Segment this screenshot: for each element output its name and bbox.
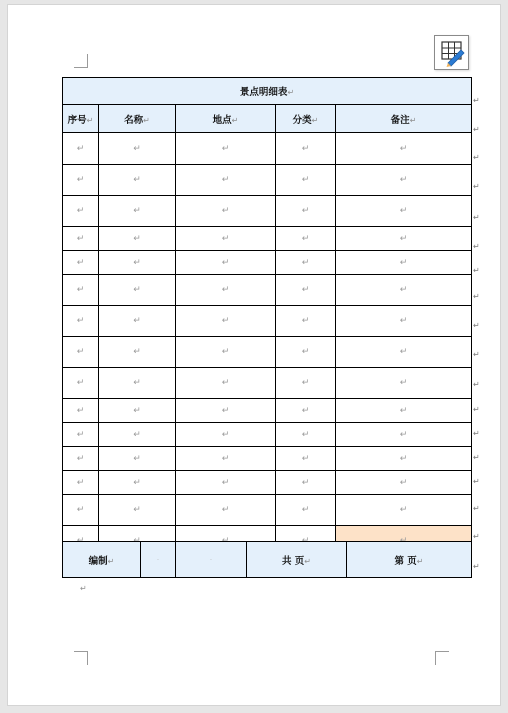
end-of-row-mark: ↵ xyxy=(473,405,480,414)
cell-index[interactable]: ↵ xyxy=(63,227,99,251)
cell-category[interactable]: ↵ xyxy=(276,471,336,495)
cell-category[interactable]: ↵ xyxy=(276,368,336,399)
cell-index[interactable]: ↵ xyxy=(63,495,99,526)
cell-remarks[interactable]: ↵ xyxy=(336,275,472,306)
end-of-row-mark: ↵ xyxy=(473,321,480,330)
end-of-row-mark: ↵ xyxy=(473,380,480,389)
cell-location[interactable]: ↵ xyxy=(176,399,276,423)
table-row xyxy=(63,196,472,227)
cell-location[interactable]: ↵ xyxy=(176,423,276,447)
footer-editor-label-cell[interactable]: 编制↵ xyxy=(63,542,141,578)
crop-mark-bottom-left xyxy=(74,651,88,665)
table-row xyxy=(63,337,472,368)
end-of-row-mark: ↵ xyxy=(473,153,480,162)
cell-name[interactable]: ↵ xyxy=(99,306,176,337)
cell-location[interactable]: ↵ xyxy=(176,196,276,227)
footer-total-pages: 共 页 xyxy=(281,555,305,567)
cell-name[interactable]: ↵ xyxy=(99,368,176,399)
cell-category[interactable]: ↵ xyxy=(276,275,336,306)
cell-name[interactable]: ↵ xyxy=(99,495,176,526)
table-row xyxy=(63,251,472,275)
cell-location[interactable]: ↵ xyxy=(176,275,276,306)
end-of-row-mark: ↵ xyxy=(473,182,480,191)
end-of-row-mark: ↵ xyxy=(473,213,480,222)
cell-location[interactable]: ↵ xyxy=(176,165,276,196)
cell-name[interactable]: ↵ xyxy=(99,447,176,471)
cell-name[interactable]: ↵ xyxy=(99,399,176,423)
end-of-row-mark: ↵ xyxy=(473,504,480,513)
cell-name[interactable]: ↵ xyxy=(99,471,176,495)
end-of-row-mark: ↵ xyxy=(473,292,480,301)
header-cell-category[interactable]: 分类↵ xyxy=(276,105,336,133)
cell-index[interactable]: ↵ xyxy=(63,447,99,471)
cell-index[interactable]: ↵ xyxy=(63,471,99,495)
end-of-row-mark: ↵ xyxy=(473,125,480,134)
end-of-row-mark: ↵ xyxy=(473,96,480,105)
cell-name[interactable]: ↵ xyxy=(99,165,176,196)
cell-location[interactable]: ↵ xyxy=(176,368,276,399)
header-cell-remarks[interactable]: 备注↵ xyxy=(336,105,472,133)
cell-remarks[interactable]: ↵ xyxy=(336,399,472,423)
table-title-cell[interactable]: 景点明细表↵ xyxy=(63,78,472,105)
table-row xyxy=(63,399,472,423)
cell-index[interactable]: ↵ xyxy=(63,368,99,399)
cell-remarks[interactable]: ↵ xyxy=(336,251,472,275)
cell-remarks[interactable]: ↵ xyxy=(336,337,472,368)
cell-location[interactable]: ↵ xyxy=(176,251,276,275)
end-of-row-mark: ↵ xyxy=(473,477,480,486)
cell-remarks[interactable]: ↵ xyxy=(336,133,472,165)
cell-remarks[interactable]: ↵ xyxy=(336,447,472,471)
cell-location[interactable]: ↵ xyxy=(176,133,276,165)
cell-category[interactable]: ↵ xyxy=(276,423,336,447)
cell-category[interactable]: ↵ xyxy=(276,133,336,165)
cell-index[interactable]: ↵ xyxy=(63,251,99,275)
table-row xyxy=(63,471,472,495)
header-cell-location[interactable]: 地点↵ xyxy=(176,105,276,133)
cell-category[interactable]: ↵ xyxy=(276,447,336,471)
cell-name[interactable]: ↵ xyxy=(99,133,176,165)
end-of-row-mark: ↵ xyxy=(473,266,480,275)
cell-index[interactable]: ↵ xyxy=(63,337,99,368)
cell-remarks[interactable]: ↵ xyxy=(336,495,472,526)
cell-index[interactable]: ↵ xyxy=(63,165,99,196)
attraction-detail-table xyxy=(62,77,472,557)
cell-name[interactable]: ↵ xyxy=(99,423,176,447)
footer-editor-label: 编制 xyxy=(88,555,108,567)
footer-editor-value-cell[interactable]: · xyxy=(141,542,176,578)
cell-location[interactable]: ↵ xyxy=(176,227,276,251)
cell-location[interactable]: ↵ xyxy=(176,471,276,495)
table-row xyxy=(63,133,472,165)
cell-name[interactable]: ↵ xyxy=(99,251,176,275)
cell-index[interactable]: ↵ xyxy=(63,196,99,227)
cell-remarks[interactable]: ↵ xyxy=(336,423,472,447)
cell-index[interactable]: ↵ xyxy=(63,399,99,423)
table-row xyxy=(63,447,472,471)
footer-page-number-cell[interactable]: 第 页↵ xyxy=(347,542,472,578)
cell-remarks[interactable]: ↵ xyxy=(336,306,472,337)
footer-page-number: 第 页 xyxy=(394,555,417,567)
header-cell-index[interactable]: 序号↵ xyxy=(63,105,99,133)
table-row xyxy=(63,368,472,399)
cell-category[interactable]: ↵ xyxy=(276,495,336,526)
cell-remarks[interactable]: ↵ xyxy=(336,196,472,227)
cell-category[interactable]: ↵ xyxy=(276,337,336,368)
cell-remarks[interactable]: ↵ xyxy=(336,471,472,495)
cell-name[interactable]: ↵ xyxy=(99,337,176,368)
table-header-row xyxy=(63,105,472,133)
end-of-row-mark: ↵ xyxy=(473,453,480,462)
table-footer xyxy=(62,541,472,578)
cell-name[interactable]: ↵ xyxy=(99,196,176,227)
table-layout-options-icon xyxy=(435,36,468,69)
cell-location[interactable]: ↵ xyxy=(176,495,276,526)
cell-name[interactable]: ↵ xyxy=(99,227,176,251)
end-of-row-mark: ↵ xyxy=(473,350,480,359)
layout-options-button[interactable] xyxy=(434,35,469,70)
cell-index[interactable]: ↵ xyxy=(63,133,99,165)
crop-mark-bottom-right xyxy=(435,651,449,665)
table-row xyxy=(63,165,472,196)
cell-category[interactable]: ↵ xyxy=(276,399,336,423)
cell-index[interactable]: ↵ xyxy=(63,423,99,447)
footer-blank-cell[interactable]: · xyxy=(176,542,247,578)
cell-category[interactable]: ↵ xyxy=(276,251,336,275)
cell-index[interactable]: ↵ xyxy=(63,275,99,306)
paragraph-mark-below-table: ↵ xyxy=(80,584,87,593)
cell-category[interactable]: ↵ xyxy=(276,306,336,337)
cell-category[interactable]: ↵ xyxy=(276,165,336,196)
table-row xyxy=(63,275,472,306)
end-of-row-mark: ↵ xyxy=(473,242,480,251)
cell-remarks[interactable]: ↵ xyxy=(336,227,472,251)
cell-remarks[interactable]: ↵ xyxy=(336,368,472,399)
cell-name[interactable]: ↵ xyxy=(99,275,176,306)
crop-mark-top-left xyxy=(74,54,88,68)
footer-total-pages-cell[interactable]: 共 页↵ xyxy=(247,542,347,578)
table-row xyxy=(63,227,472,251)
end-of-row-mark: ↵ xyxy=(473,429,480,438)
cell-category[interactable]: ↵ xyxy=(276,196,336,227)
table-row xyxy=(63,306,472,337)
table-title: 景点明细表 xyxy=(239,87,288,98)
cell-category[interactable]: ↵ xyxy=(276,227,336,251)
table-row xyxy=(63,495,472,526)
end-of-row-mark: ↵ xyxy=(473,562,480,571)
cell-location[interactable]: ↵ xyxy=(176,306,276,337)
table-row xyxy=(63,423,472,447)
cell-location[interactable]: ↵ xyxy=(176,447,276,471)
header-cell-name[interactable]: 名称↵ xyxy=(99,105,176,133)
end-of-row-mark: ↵ xyxy=(473,532,480,541)
cell-index[interactable]: ↵ xyxy=(63,306,99,337)
cell-remarks[interactable]: ↵ xyxy=(336,165,472,196)
cell-location[interactable]: ↵ xyxy=(176,337,276,368)
